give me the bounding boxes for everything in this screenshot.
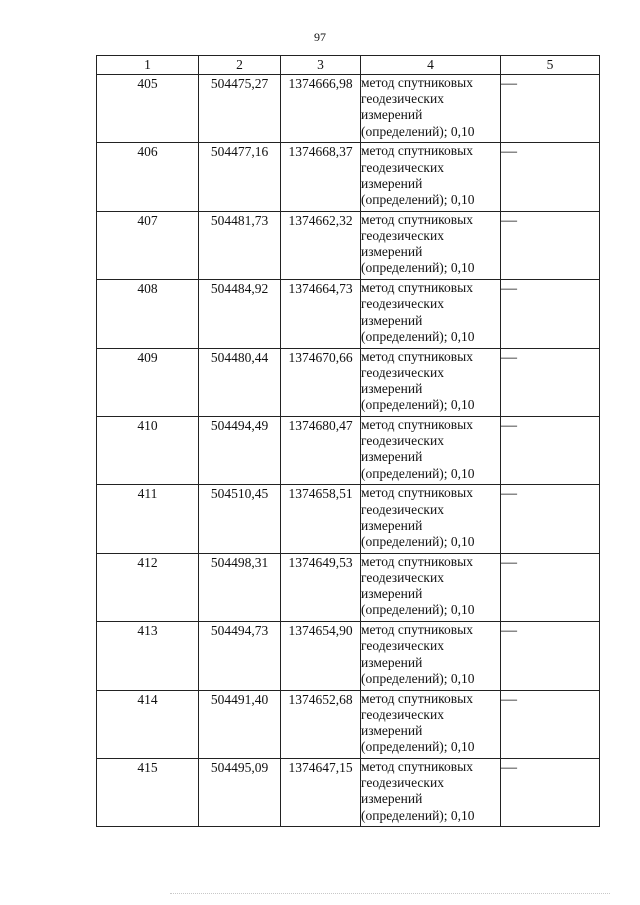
method-line: измерений bbox=[361, 517, 423, 533]
point-number-cell: 410 bbox=[97, 416, 199, 484]
method-cell bbox=[361, 485, 501, 553]
method-line: метод спутниковых bbox=[361, 280, 473, 296]
method-line: геодезических bbox=[361, 433, 444, 449]
method-cell bbox=[361, 143, 501, 211]
y-coordinate-cell: 1374652,68 bbox=[281, 690, 361, 758]
x-coordinate-cell: 504484,92 bbox=[199, 280, 281, 348]
table-header-row bbox=[97, 56, 600, 75]
method-cell bbox=[361, 211, 501, 279]
method-line: метод спутниковых bbox=[361, 485, 473, 501]
note-cell: — bbox=[501, 280, 600, 348]
method-line: метод спутниковых bbox=[361, 143, 473, 159]
table-row bbox=[97, 485, 600, 553]
table-row bbox=[97, 143, 600, 211]
column-header-2: 2 bbox=[199, 56, 281, 75]
method-line: измерений bbox=[361, 791, 423, 807]
page-number: 97 bbox=[314, 30, 326, 44]
note-cell: — bbox=[501, 553, 600, 621]
table-row bbox=[97, 758, 600, 826]
x-coordinate-cell: 504481,73 bbox=[199, 211, 281, 279]
note-cell: — bbox=[501, 758, 600, 826]
method-line: измерений bbox=[361, 654, 423, 670]
column-header-4: 4 bbox=[361, 56, 501, 75]
method-line: измерений bbox=[361, 175, 423, 191]
method-cell bbox=[361, 416, 501, 484]
point-number-cell: 412 bbox=[97, 553, 199, 621]
method-line: (определений); 0,10 bbox=[361, 123, 475, 139]
table-row bbox=[97, 75, 600, 143]
x-coordinate-cell: 504494,73 bbox=[199, 622, 281, 690]
table-row bbox=[97, 690, 600, 758]
method-line: (определений); 0,10 bbox=[361, 465, 475, 481]
table-row bbox=[97, 622, 600, 690]
x-coordinate-cell: 504491,40 bbox=[199, 690, 281, 758]
method-cell bbox=[361, 348, 501, 416]
y-coordinate-cell: 1374658,51 bbox=[281, 485, 361, 553]
table-row bbox=[97, 348, 600, 416]
note-cell: — bbox=[501, 348, 600, 416]
y-coordinate-cell: 1374662,32 bbox=[281, 211, 361, 279]
note-cell: — bbox=[501, 690, 600, 758]
method-line: геодезических bbox=[361, 638, 444, 654]
note-cell: — bbox=[501, 622, 600, 690]
method-cell bbox=[361, 758, 501, 826]
point-number-cell: 414 bbox=[97, 690, 199, 758]
table-row bbox=[97, 416, 600, 484]
method-cell bbox=[361, 553, 501, 621]
method-line: измерений bbox=[361, 586, 423, 602]
method-line: измерений bbox=[361, 312, 423, 328]
note-cell: — bbox=[501, 143, 600, 211]
coordinates-table bbox=[96, 55, 600, 827]
y-coordinate-cell: 1374680,47 bbox=[281, 416, 361, 484]
table-row bbox=[97, 211, 600, 279]
y-coordinate-cell: 1374654,90 bbox=[281, 622, 361, 690]
method-line: геодезических bbox=[361, 91, 444, 107]
method-cell bbox=[361, 75, 501, 143]
table-row bbox=[97, 553, 600, 621]
table-body bbox=[97, 75, 600, 827]
y-coordinate-cell: 1374647,15 bbox=[281, 758, 361, 826]
note-cell: — bbox=[501, 75, 600, 143]
method-line: метод спутниковых bbox=[361, 553, 473, 569]
method-line: (определений); 0,10 bbox=[361, 260, 475, 276]
method-line: геодезических bbox=[361, 569, 444, 585]
method-line: (определений); 0,10 bbox=[361, 602, 475, 618]
point-number-cell: 413 bbox=[97, 622, 199, 690]
point-number-cell: 415 bbox=[97, 758, 199, 826]
table-row bbox=[97, 280, 600, 348]
method-line: метод спутниковых bbox=[361, 416, 473, 432]
method-line: (определений); 0,10 bbox=[361, 192, 475, 207]
method-line: измерений bbox=[361, 722, 423, 738]
note-cell: — bbox=[501, 211, 600, 279]
x-coordinate-cell: 504475,27 bbox=[199, 75, 281, 143]
x-coordinate-cell: 504510,45 bbox=[199, 485, 281, 553]
point-number-cell: 405 bbox=[97, 75, 199, 143]
method-cell bbox=[361, 622, 501, 690]
note-cell: — bbox=[501, 416, 600, 484]
method-cell bbox=[361, 690, 501, 758]
y-coordinate-cell: 1374649,53 bbox=[281, 553, 361, 621]
method-line: (определений); 0,10 bbox=[361, 739, 475, 755]
method-line: геодезических bbox=[361, 227, 444, 243]
y-coordinate-cell: 1374664,73 bbox=[281, 280, 361, 348]
method-line: геодезических bbox=[361, 296, 444, 312]
point-number-cell: 407 bbox=[97, 211, 199, 279]
point-number-cell: 408 bbox=[97, 280, 199, 348]
x-coordinate-cell: 504494,49 bbox=[199, 416, 281, 484]
method-line: измерений bbox=[361, 380, 423, 396]
method-line: измерений bbox=[361, 244, 423, 260]
method-line: метод спутниковых bbox=[361, 690, 473, 706]
note-cell: — bbox=[501, 485, 600, 553]
method-line: измерений bbox=[361, 449, 423, 465]
method-cell bbox=[361, 280, 501, 348]
method-line: геодезических bbox=[361, 775, 444, 791]
method-line: геодезических bbox=[361, 159, 444, 175]
method-line: метод спутниковых bbox=[361, 75, 473, 90]
method-line: (определений); 0,10 bbox=[361, 397, 475, 413]
column-header-1: 1 bbox=[97, 56, 199, 75]
method-line: метод спутниковых bbox=[361, 758, 473, 774]
x-coordinate-cell: 504477,16 bbox=[199, 143, 281, 211]
y-coordinate-cell: 1374668,37 bbox=[281, 143, 361, 211]
x-coordinate-cell: 504480,44 bbox=[199, 348, 281, 416]
method-line: геодезических bbox=[361, 364, 444, 380]
footer-scan-marks bbox=[170, 893, 610, 898]
column-header-5: 5 bbox=[501, 56, 600, 75]
point-number-cell: 411 bbox=[97, 485, 199, 553]
column-header-3: 3 bbox=[281, 56, 361, 75]
method-line: метод спутниковых bbox=[361, 348, 473, 364]
method-line: (определений); 0,10 bbox=[361, 670, 475, 686]
method-line: геодезических bbox=[361, 706, 444, 722]
method-line: метод спутниковых bbox=[361, 211, 473, 227]
method-line: геодезических bbox=[361, 501, 444, 517]
method-line: измерений bbox=[361, 107, 423, 123]
method-line: (определений); 0,10 bbox=[361, 807, 475, 823]
x-coordinate-cell: 504495,09 bbox=[199, 758, 281, 826]
point-number-cell: 409 bbox=[97, 348, 199, 416]
method-line: (определений); 0,10 bbox=[361, 328, 475, 344]
point-number-cell: 406 bbox=[97, 143, 199, 211]
y-coordinate-cell: 1374670,66 bbox=[281, 348, 361, 416]
y-coordinate-cell: 1374666,98 bbox=[281, 75, 361, 143]
x-coordinate-cell: 504498,31 bbox=[199, 553, 281, 621]
method-line: метод спутниковых bbox=[361, 622, 473, 638]
method-line: (определений); 0,10 bbox=[361, 533, 475, 549]
